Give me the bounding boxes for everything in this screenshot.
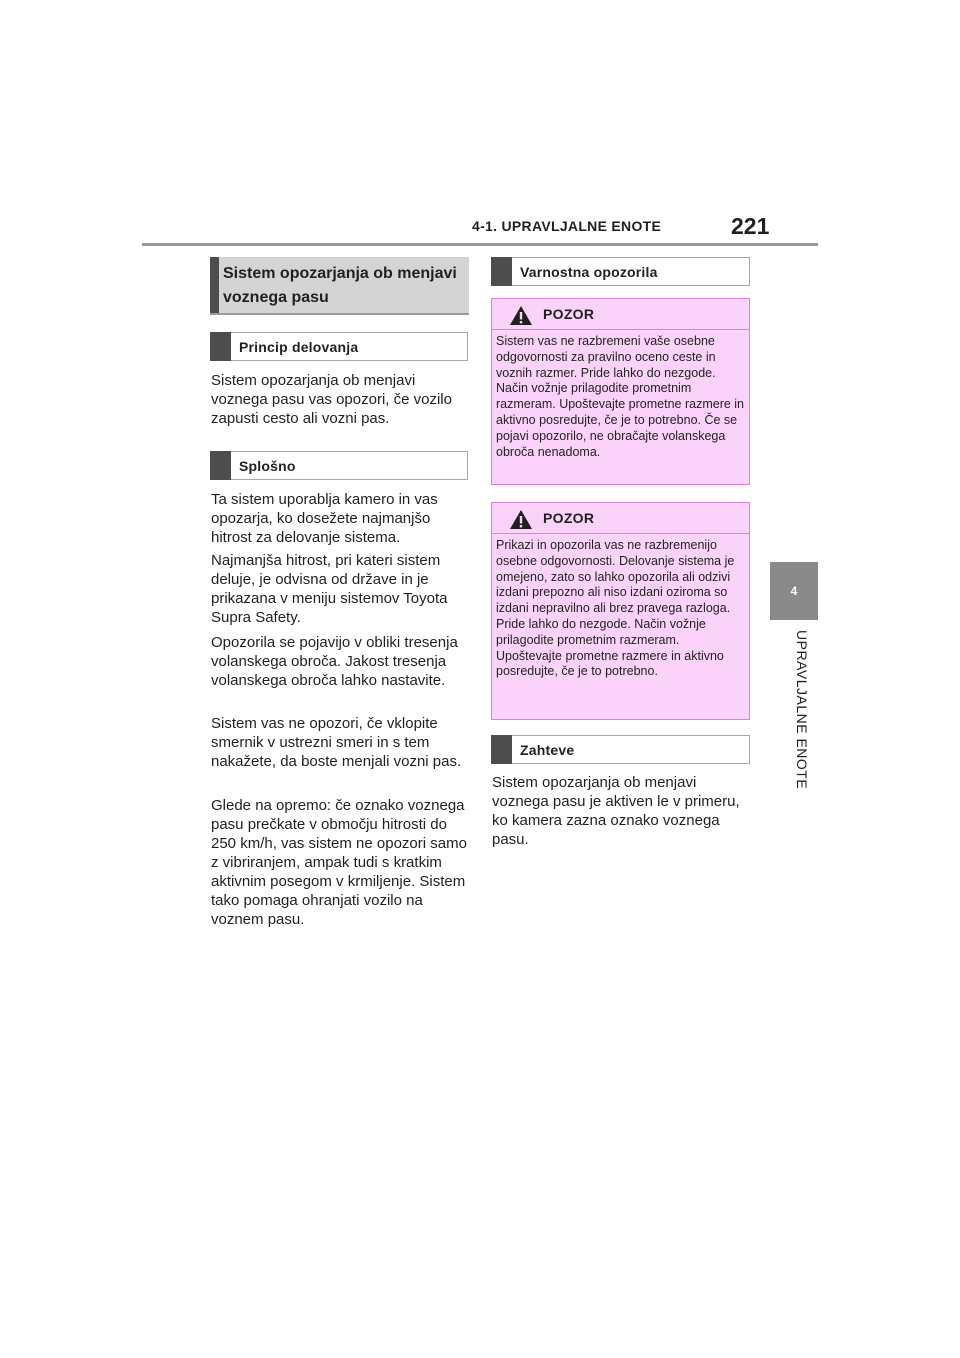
general-paragraph-3: Opozorila se pojavijo v obliki tresenja volanskega obroča. Jakost tresenja volanskega obroča lahko nastavite.	[211, 634, 458, 689]
subheading-bar	[491, 257, 512, 286]
chapter-tab	[770, 562, 818, 620]
warning-icon	[509, 305, 533, 326]
subheading-bar	[491, 735, 512, 764]
warning-icon	[509, 509, 533, 530]
subheading-principle-text: Princip delovanja	[239, 339, 359, 355]
caution-text: Sistem vas ne razbremeni vaše osebne odgovornosti za pravilno oceno ceste in voznih razmer. Pride lahko do nezgode. Način vožnje prilagodite prometnim razmeram. Upoštevajte prometne razmere in aktivno posredujte, če je to potrebno. Če se pojavi opozorilo, ne obračajte volanskega obroča nenadoma.	[496, 334, 745, 459]
chapter-side-label: UPRAVLJALNE ENOTE	[794, 630, 810, 790]
principle-paragraph: Sistem opozarjanja ob menjavi voznega pasu vas opozori, če vozilo zapusti cesto ali vozni pas.	[211, 372, 452, 427]
general-paragraph-2: Najmanjša hitrost, pri kateri sistem deluje, je odvisna od države in je prikazana v meniju sistemov Toyota Supra Safety.	[211, 552, 448, 626]
subheading-requirements-text: Zahteve	[520, 742, 575, 758]
subheading-safety	[491, 257, 750, 286]
title-accent-bar	[210, 257, 219, 313]
general-paragraph-4: Sistem vas ne opozori, če vklopite smernik v ustrezni smeri in s tem nakažete, da boste menjali vozni pas.	[211, 715, 462, 770]
caution-label: POZOR	[543, 306, 595, 322]
subheading-safety-text: Varnostna opozorila	[520, 264, 658, 280]
requirements-paragraph: Sistem opozarjanja ob menjavi voznega pasu je aktiven le v primeru, ko kamera zazna oznako voznega pasu.	[492, 774, 740, 848]
caution-box-2	[491, 502, 750, 720]
caution-header	[492, 299, 749, 330]
header-divider	[142, 243, 818, 246]
section-title-box	[210, 257, 469, 315]
caution-text: Prikazi in opozorila vas ne razbremenijo osebne odgovornosti. Delovanje sistema je omejeno, zato so lahko opozorila ali odzivi izdani prepozno ali niso izdani oziroma so izdani nepravilno ali brez pravega razloga. Pride lahko do nezgode. Način vožnje prilagodite prometnim razmeram. Upoštevajte prometne razmere in aktivno posredujte, če je to potrebno.	[496, 538, 735, 679]
general-paragraph-1: Ta sistem uporablja kamero in vas opozarja, ko dosežete najmanjšo hitrost za delovanje sistema.	[211, 491, 438, 546]
page-number: 221	[731, 213, 770, 239]
chapter-number: 4	[790, 584, 798, 598]
subheading-general	[210, 451, 468, 480]
subheading-bar	[210, 332, 231, 361]
caution-box-1	[491, 298, 750, 485]
caution-label: POZOR	[543, 510, 595, 526]
section-title: Sistem opozarjanja ob menjavi voznega pasu	[223, 265, 457, 306]
general-paragraph-5: Glede na opremo: če oznako voznega pasu prečkate v območju hitrosti do 250 km/h, vas sistem ne opozori samo z vibriranjem, ampak tudi s kratkim aktivnim posegom v krmiljenje. Sistem tako pomaga ohranjati vozilo na voznem pasu.	[211, 797, 467, 928]
subheading-bar	[210, 451, 231, 480]
caution-header	[492, 503, 749, 534]
subheading-principle	[210, 332, 468, 361]
subheading-general-text: Splošno	[239, 458, 296, 474]
subheading-requirements	[491, 735, 750, 764]
section-header: 4-1. UPRAVLJALNE ENOTE	[472, 218, 662, 234]
